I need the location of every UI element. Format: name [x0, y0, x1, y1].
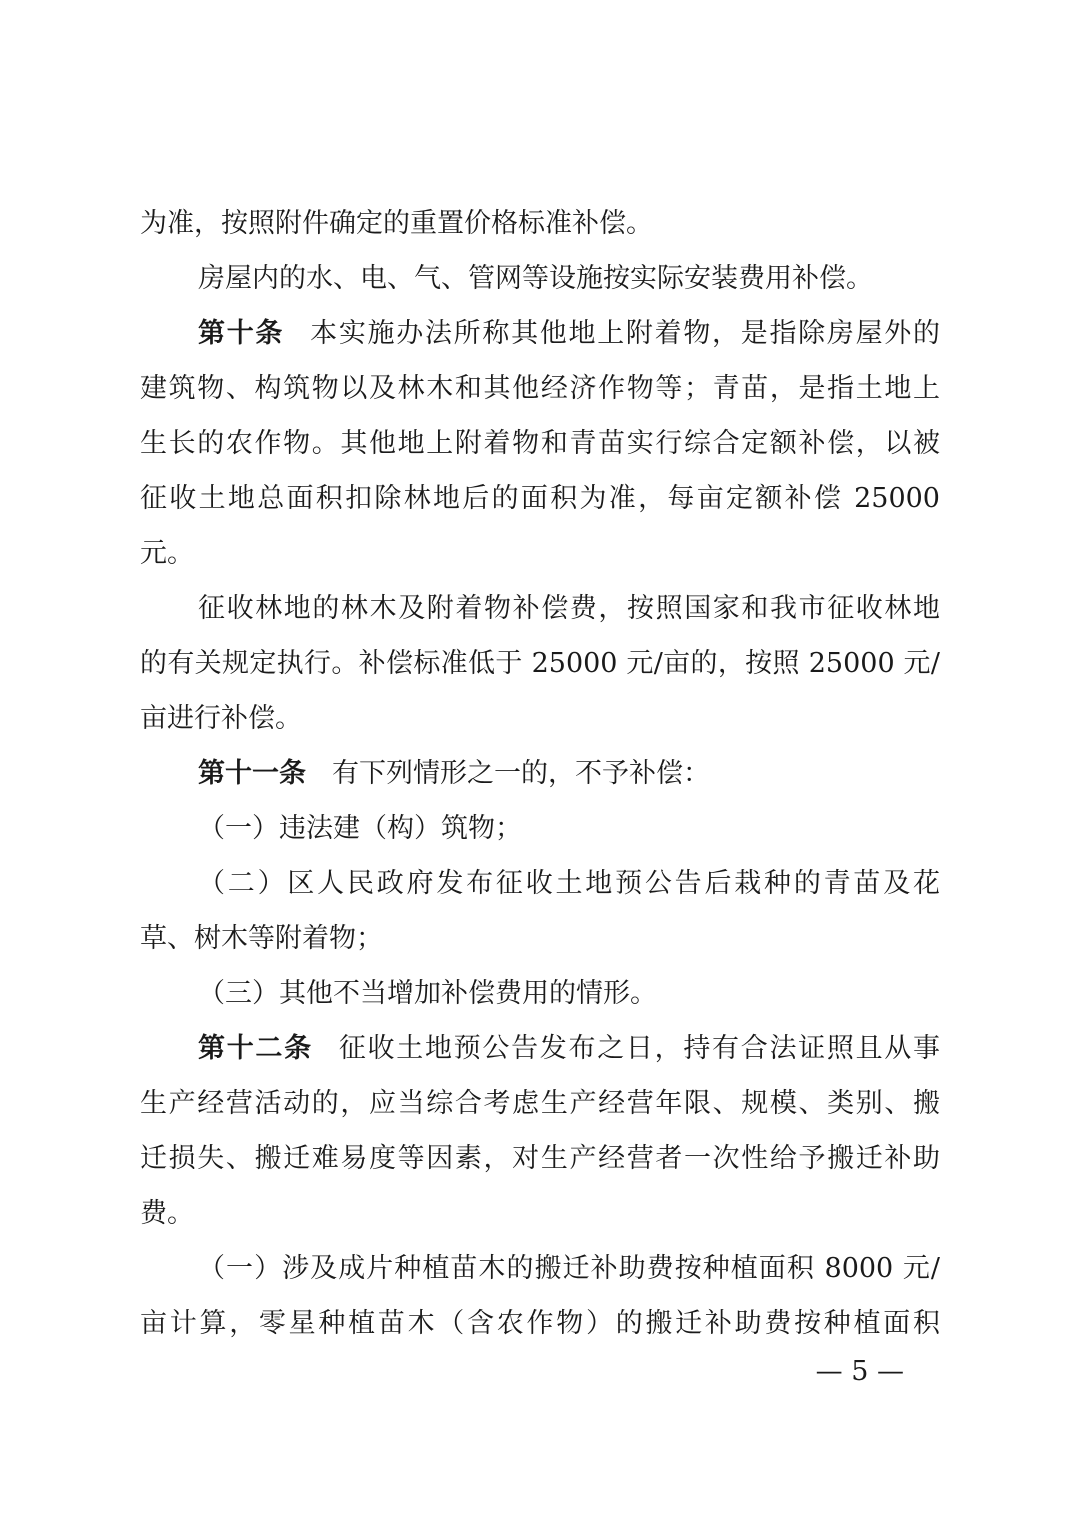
- line-text: （一）涉及成片种植苗木的搬迁补助费按种植面积 8000 元/: [198, 1253, 940, 1284]
- text-line: [140, 196, 940, 251]
- text-line: [140, 1131, 940, 1186]
- line-text: 生长的农作物。其他地上附着物和青苗实行综合定额补偿，以被: [140, 428, 940, 459]
- line-text: 征收土地预公告发布之日，持有合法证照且从事: [338, 1033, 941, 1064]
- text-line: [140, 1076, 940, 1131]
- article-heading: 第十条: [198, 318, 285, 349]
- text-line: [140, 471, 940, 526]
- text-line: [140, 1021, 940, 1076]
- text-line: [140, 966, 940, 1021]
- line-text: 的有关规定执行。补偿标准低于 25000 元/亩的，按照 25000 元/: [140, 648, 940, 679]
- line-text: 亩计算，零星种植苗木（含农作物）的搬迁补助费按种植面积: [140, 1308, 940, 1339]
- line-text: 本实施办法所称其他地上附着物，是指除房屋外的: [310, 318, 940, 349]
- line-text: 生产经营活动的，应当综合考虑生产经营年限、规模、类别、搬: [140, 1088, 940, 1119]
- article-heading: 第十一条: [198, 758, 306, 789]
- text-line: [140, 1241, 940, 1296]
- line-text: 征收林地的林木及附着物补偿费，按照国家和我市征收林地: [198, 593, 940, 624]
- line-text: 有下列情形之一的，不予补偿：: [332, 758, 710, 789]
- line-text: （二）区人民政府发布征收土地预公告后栽种的青苗及花: [198, 868, 940, 899]
- line-text: 房屋内的水、电、气、管网等设施按实际安装费用补偿。: [198, 263, 873, 294]
- text-line: [140, 636, 940, 691]
- line-text: 建筑物、构筑物以及林木和其他经济作物等；青苗，是指土地上: [140, 373, 940, 404]
- text-line: [140, 416, 940, 471]
- text-line: [140, 361, 940, 416]
- page-number: — 5 —: [815, 1356, 904, 1387]
- line-text: 为准，按照附件确定的重置价格标准补偿。: [140, 208, 653, 239]
- text-line: [140, 1186, 940, 1241]
- page-footer: [0, 1352, 1074, 1392]
- text-line: [140, 306, 940, 361]
- line-text: 费。: [140, 1198, 194, 1229]
- document-body: [140, 196, 940, 1351]
- text-line: [140, 251, 940, 306]
- line-text: 迁损失、搬迁难易度等因素，对生产经营者一次性给予搬迁补助: [140, 1143, 940, 1174]
- article-heading: 第十二条: [198, 1033, 313, 1064]
- text-line: [140, 801, 940, 856]
- text-line: [140, 911, 940, 966]
- line-text: （三）其他不当增加补偿费用的情形。: [198, 978, 657, 1009]
- text-line: [140, 581, 940, 636]
- line-text: 征收土地总面积扣除林地后的面积为准，每亩定额补偿 25000: [140, 483, 940, 514]
- text-line: [140, 746, 940, 801]
- line-text: 元。: [140, 538, 194, 569]
- text-line: [140, 526, 940, 581]
- text-line: [140, 691, 940, 746]
- line-text: （一）违法建（构）筑物；: [198, 813, 522, 844]
- line-text: 亩进行补偿。: [140, 703, 302, 734]
- text-line: [140, 856, 940, 911]
- text-line: [140, 1296, 940, 1351]
- line-text: 草、树木等附着物；: [140, 923, 383, 954]
